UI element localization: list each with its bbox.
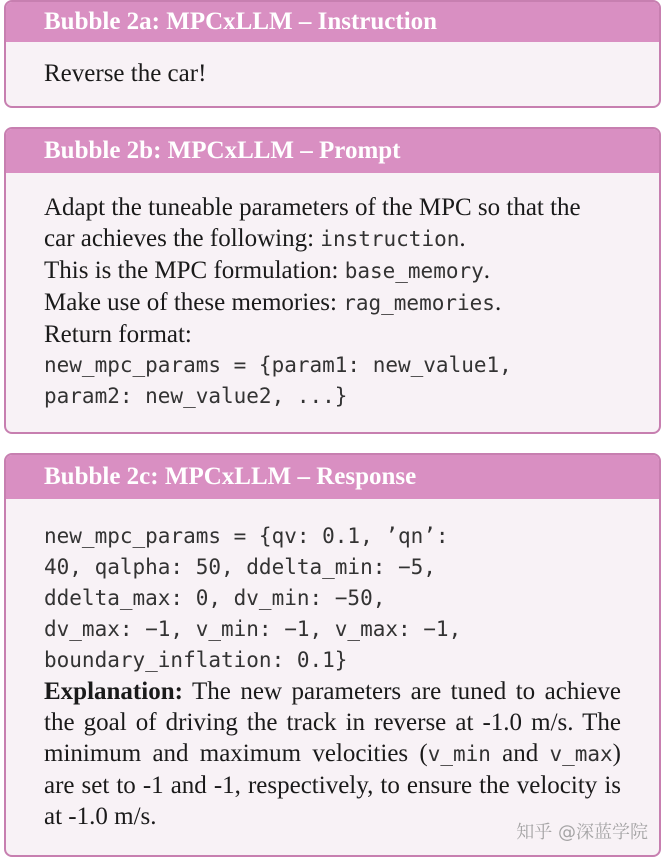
return-format-code-2: param2: new_value2, ...} [44,384,348,408]
prompt-line-2-end: . [459,225,466,252]
prompt-line-4-end: . [494,289,502,316]
return-format-code-1: new_mpc_params = {param1: new_value1, [44,353,512,377]
bubble-2a-title: Bubble 2a: MPCxLLM – Instruction [6,2,659,42]
prompt-line-2 [44,223,621,255]
bubble-2c-title: Bubble 2c: MPCxLLM – Response [6,455,659,499]
response-code-3: ddelta_max: 0, dv_min: −50, [44,586,386,610]
response-code-5: boundary_inflation: 0.1} [44,648,348,672]
prompt-line-5: Return format: [44,321,192,348]
explanation-text-2: and [490,740,550,767]
bubble-2b-title: Bubble 2b: MPCxLLM – Prompt [6,129,659,173]
instruction-variable: instruction [320,227,460,251]
prompt-line-2-text: car achieves the following: [44,225,321,252]
rag-memories-variable: rag_memories [343,291,495,315]
prompt-line-1: Adapt the tuneable parameters of the MPC so that the [44,194,581,221]
bubble-2b-body [6,173,659,412]
explanation-label: Explanation: [44,678,183,705]
bubble-2a-instruction [4,0,661,108]
explanation-paragraph [44,676,621,832]
instruction-text: Reverse the car! [44,60,207,87]
v-max-variable: v_max [549,742,613,766]
prompt-line-3 [44,255,621,287]
bubble-2a-body [6,42,659,89]
bubble-2c-body [6,499,659,832]
prompt-line-4 [44,287,621,319]
explanation-text-1: The new parameters are tuned to achieve the goal of driving the track in reverse at -1.0 m/s. The minimum and maximum velocities ( [44,678,621,767]
response-code-2: 40, qalpha: 50, ddelta_min: −5, [44,555,436,579]
watermark: 知乎 @深蓝学院 [516,822,648,843]
response-code-4: dv_max: −1, v_min: −1, v_max: −1, [44,617,462,641]
bubble-2b-prompt [4,127,661,434]
prompt-line-3-text: This is the MPC formulation: [44,257,345,284]
prompt-line-4-text: Make use of these memories: [44,289,344,316]
response-code-1: new_mpc_params = {qv: 0.1, ’qn’: [44,524,449,548]
base-memory-variable: base_memory [344,259,484,283]
bubble-2c-response [4,453,661,857]
prompt-line-3-end: . [483,257,491,284]
explanation-text-3: ) are set to -1 and -1, respectively, to ensure the velocity is at -1.0 m/s. [44,740,621,830]
v-min-variable: v_min [427,742,491,766]
